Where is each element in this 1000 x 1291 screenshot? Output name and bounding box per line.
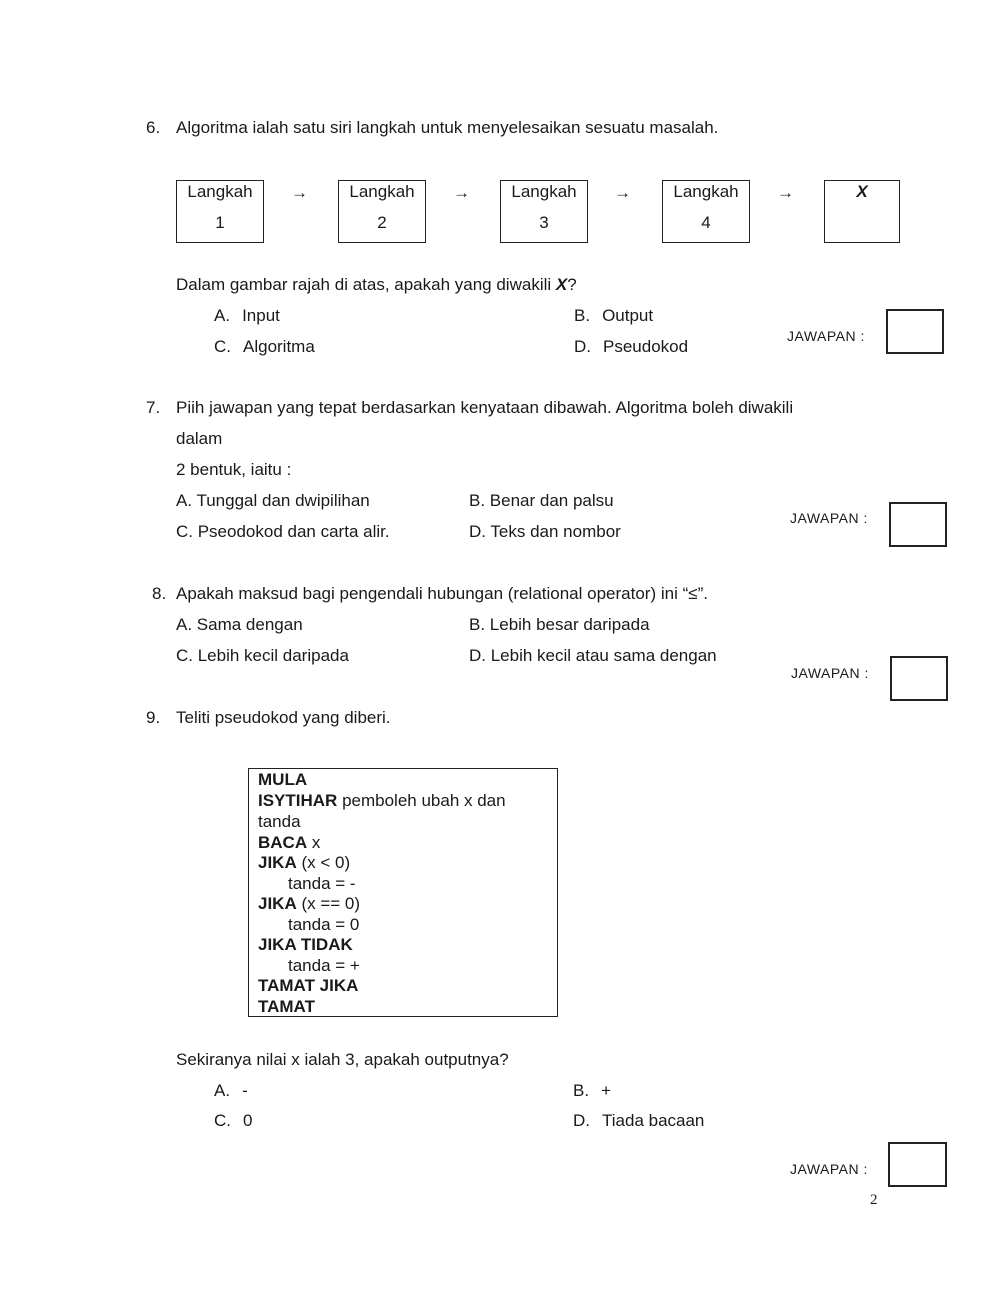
q6-option-b[interactable] — [574, 306, 653, 326]
q6-option-a-letter: A. — [214, 306, 231, 325]
q6-step-1 — [176, 180, 264, 243]
q9-option-d-letter: D. — [573, 1111, 590, 1130]
q6-step-2-number: 2 — [377, 213, 387, 232]
q7-question-line-1: Piih jawapan yang tepat berdasarkan kenyataan dibawah. Algoritma boleh diwakili — [176, 398, 794, 417]
q9-option-d[interactable] — [573, 1111, 704, 1131]
code-line-9: JIKA TIDAK — [258, 935, 353, 954]
q7-option-a[interactable]: A. Tunggal dan dwipilihan — [176, 491, 370, 510]
code-line-10: tanda = + — [288, 956, 360, 975]
code-line-2: ISYTIHAR pemboleh ubah x dan — [258, 791, 506, 810]
q6-step-2 — [338, 180, 426, 243]
q6-option-a[interactable] — [214, 306, 280, 326]
q6-sub-question-x: X — [555, 275, 568, 294]
q6-sub-question-text: Dalam gambar rajah di atas, apakah yang diwakili — [176, 275, 556, 294]
q6-sub-question-mark: ? — [567, 275, 577, 294]
q6-option-b-letter: B. — [574, 306, 591, 325]
q9-answer-label: JAWAPAN : — [790, 1161, 868, 1177]
q6-question-text: Algoritma ialah satu siri langkah untuk menyelesaikan sesuatu masalah. — [176, 118, 719, 137]
q8-option-b[interactable]: B. Lebih besar daripada — [469, 615, 650, 634]
q7-option-d[interactable]: D. Teks dan nombor — [469, 522, 621, 541]
q9-sub-question: Sekiranya nilai x ialah 3, apakah outputnya? — [176, 1050, 509, 1069]
q6-answer-label: JAWAPAN : — [787, 328, 865, 344]
q7-option-b[interactable]: B. Benar dan palsu — [469, 491, 614, 510]
q6-option-d-letter: D. — [574, 337, 591, 356]
q6-step-x-label: X — [856, 182, 868, 201]
q9-option-c[interactable] — [214, 1111, 252, 1131]
q8-option-a[interactable]: A. Sama dengan — [176, 615, 303, 634]
q9-number: 9. — [146, 708, 161, 727]
q6-step-1-label: Langkah — [187, 182, 253, 201]
q9-answer-box[interactable] — [888, 1142, 947, 1187]
code-line-12: TAMAT — [258, 997, 315, 1016]
q9-option-b[interactable] — [573, 1081, 611, 1101]
q7-number: 7. — [146, 398, 161, 417]
q7-question-line-3: 2 bentuk, iaitu : — [176, 460, 292, 479]
page-number: 2 — [870, 1192, 878, 1208]
code-line-7: JIKA (x == 0) — [258, 894, 361, 913]
q8-option-c[interactable]: C. Lebih kecil daripada — [176, 646, 349, 665]
q6-option-c[interactable] — [214, 337, 315, 357]
code-line-5: JIKA (x < 0) — [258, 853, 351, 872]
code-line-8: tanda = 0 — [288, 915, 360, 934]
q6-step-4-label: Langkah — [673, 182, 739, 201]
q9-option-c-letter: C. — [214, 1111, 231, 1130]
q7-answer-label: JAWAPAN : — [790, 510, 868, 526]
q7-question-line-2: dalam — [176, 429, 223, 448]
q6-step-3-label: Langkah — [511, 182, 577, 201]
q6-step-3 — [500, 180, 588, 243]
q9-option-a-letter: A. — [214, 1081, 231, 1100]
q7-option-c[interactable]: C. Pseodokod dan carta alir. — [176, 522, 390, 541]
code-line-3: tanda — [258, 812, 301, 831]
q6-option-d-text: Pseudokod — [603, 337, 689, 356]
q6-step-x — [824, 180, 900, 243]
q6-option-c-letter: C. — [214, 337, 231, 356]
q8-answer-label: JAWAPAN : — [791, 665, 869, 681]
q6-step-4-number: 4 — [701, 213, 711, 232]
q6-step-4 — [662, 180, 750, 243]
q8-question-text: Apakah maksud bagi pengendali hubungan (relational operator) ini “≤”. — [176, 584, 708, 603]
code-line-1: MULA — [258, 770, 308, 789]
q6-sub-question — [176, 275, 577, 295]
q7-answer-box[interactable] — [889, 502, 947, 547]
q6-answer-box[interactable] — [886, 309, 944, 354]
q6-number: 6. — [146, 118, 161, 137]
q9-pseudocode-box — [248, 768, 558, 1017]
q6-option-b-text: Output — [602, 306, 654, 325]
q6-option-d[interactable] — [574, 337, 688, 357]
q8-number: 8. — [152, 584, 167, 603]
q8-option-d[interactable]: D. Lebih kecil atau sama dengan — [469, 646, 717, 665]
code-line-6: tanda = - — [288, 874, 356, 893]
q6-step-2-label: Langkah — [349, 182, 415, 201]
q6-arrow-2: → — [453, 183, 470, 202]
q9-option-d-text: Tiada bacaan — [602, 1111, 705, 1130]
q9-option-a-text: - — [242, 1081, 248, 1100]
q9-option-a[interactable] — [214, 1081, 248, 1101]
q6-arrow-1: → — [291, 183, 308, 202]
q6-option-a-text: Input — [242, 306, 280, 325]
q9-option-b-letter: B. — [573, 1081, 590, 1100]
q9-option-b-text: + — [601, 1081, 611, 1100]
q9-question-text: Teliti pseudokod yang diberi. — [176, 708, 391, 727]
q9-option-c-text: 0 — [243, 1111, 253, 1130]
q6-arrow-4: → — [777, 183, 794, 202]
q6-step-1-number: 1 — [215, 213, 225, 232]
q6-step-3-number: 3 — [539, 213, 549, 232]
q8-answer-box[interactable] — [890, 656, 948, 701]
code-line-4: BACA x — [258, 833, 321, 852]
q6-option-c-text: Algoritma — [243, 337, 315, 356]
q6-arrow-3: → — [614, 183, 631, 202]
code-line-11: TAMAT JIKA — [258, 976, 359, 995]
